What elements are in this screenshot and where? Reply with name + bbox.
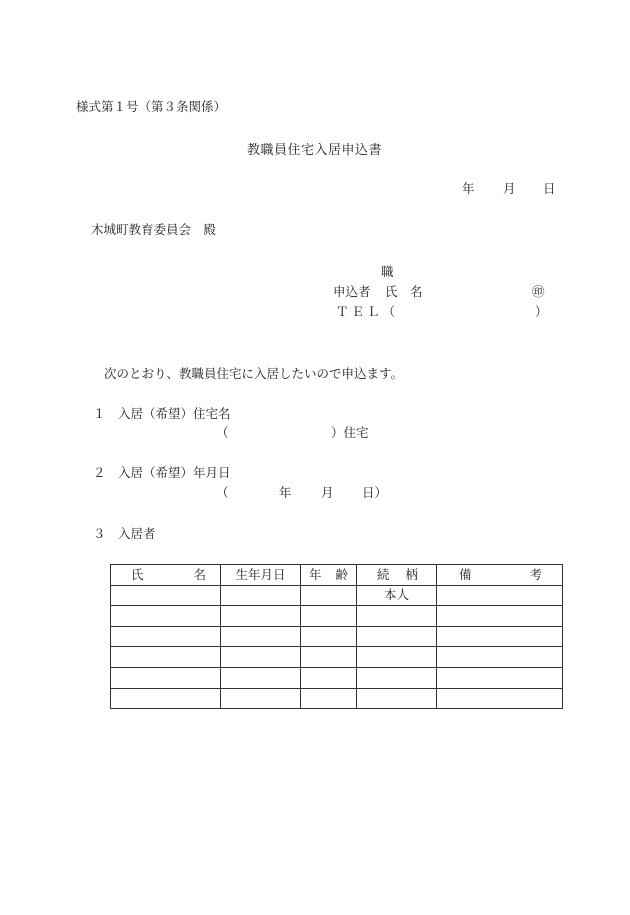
item-label: 入居者 [118,526,156,541]
form-number: 様式第１号（第３条関係） [76,99,227,114]
table-row [111,626,563,647]
item-label: 入居（希望）年月日 [118,465,231,480]
item-month-label: 月 [321,485,334,500]
table-row [111,688,563,709]
cell-age[interactable] [301,626,357,647]
cell-remarks[interactable] [437,647,563,668]
document-title: 教職員住宅入居申込書 [247,143,383,158]
cell-relation[interactable] [357,688,437,709]
cell-remarks[interactable] [437,626,563,647]
cell-birthdate[interactable] [221,647,301,668]
cell-birthdate[interactable] [221,688,301,709]
date-year-label: 年 [462,181,475,196]
cell-name[interactable] [111,626,221,647]
cell-birthdate[interactable] [221,585,301,606]
applicant-label: 申込者 [333,284,371,299]
cell-relation[interactable] [357,626,437,647]
table-row [111,647,563,668]
table-row [111,667,563,688]
cell-birthdate[interactable] [221,626,301,647]
cell-name[interactable] [111,647,221,668]
cell-remarks[interactable] [437,667,563,688]
header-age: 年 齢 [301,565,357,586]
cell-age[interactable] [301,585,357,606]
tel-close: ） [535,304,548,319]
cell-age[interactable] [301,667,357,688]
date-month-label: 月 [503,181,516,196]
cell-name[interactable] [111,688,221,709]
table-header-row [111,565,563,586]
date-day-label: 日 [543,181,556,196]
table-row [111,606,563,627]
table-row [111,585,563,606]
item-number: ３ [93,526,106,541]
cell-name[interactable] [111,585,221,606]
cell-name[interactable] [111,606,221,627]
cell-remarks[interactable] [437,606,563,627]
name-label: 氏 名 [385,284,423,299]
cell-birthdate[interactable] [221,606,301,627]
residents-table [110,564,563,709]
cell-age[interactable] [301,647,357,668]
cell-remarks[interactable] [437,688,563,709]
cell-relation[interactable] [357,667,437,688]
header-remarks: 備 考 [437,565,563,586]
cell-age[interactable] [301,606,357,627]
tel-label: ＴＥＬ（ [336,304,399,319]
cell-relation[interactable] [357,647,437,668]
item-label: 入居（希望）住宅名 [118,406,231,421]
addressee: 木城町教育委員会 殿 [91,222,217,237]
item-number: ２ [93,465,106,480]
cell-relation[interactable] [357,606,437,627]
header-birthdate: 生年月日 [221,565,301,586]
item-day-label: 日） [362,485,388,500]
cell-name[interactable] [111,667,221,688]
intro-text: 次のとおり、教職員住宅に入居したいので申込ます。 [104,366,404,381]
item-open-paren: （ [216,425,229,440]
seal-mark: ㊞ [532,284,545,299]
cell-age[interactable] [301,688,357,709]
header-name: 氏 名 [111,565,221,586]
cell-birthdate[interactable] [221,667,301,688]
item-close-paren: ）住宅 [331,425,369,440]
item-open-paren: （ [216,485,229,500]
item-number: １ [93,406,106,421]
cell-remarks[interactable] [437,585,563,606]
position-label: 職 [381,264,394,279]
header-relation: 続 柄 [357,565,437,586]
cell-relation: 本人 [357,585,437,606]
item-year-label: 年 [279,485,292,500]
